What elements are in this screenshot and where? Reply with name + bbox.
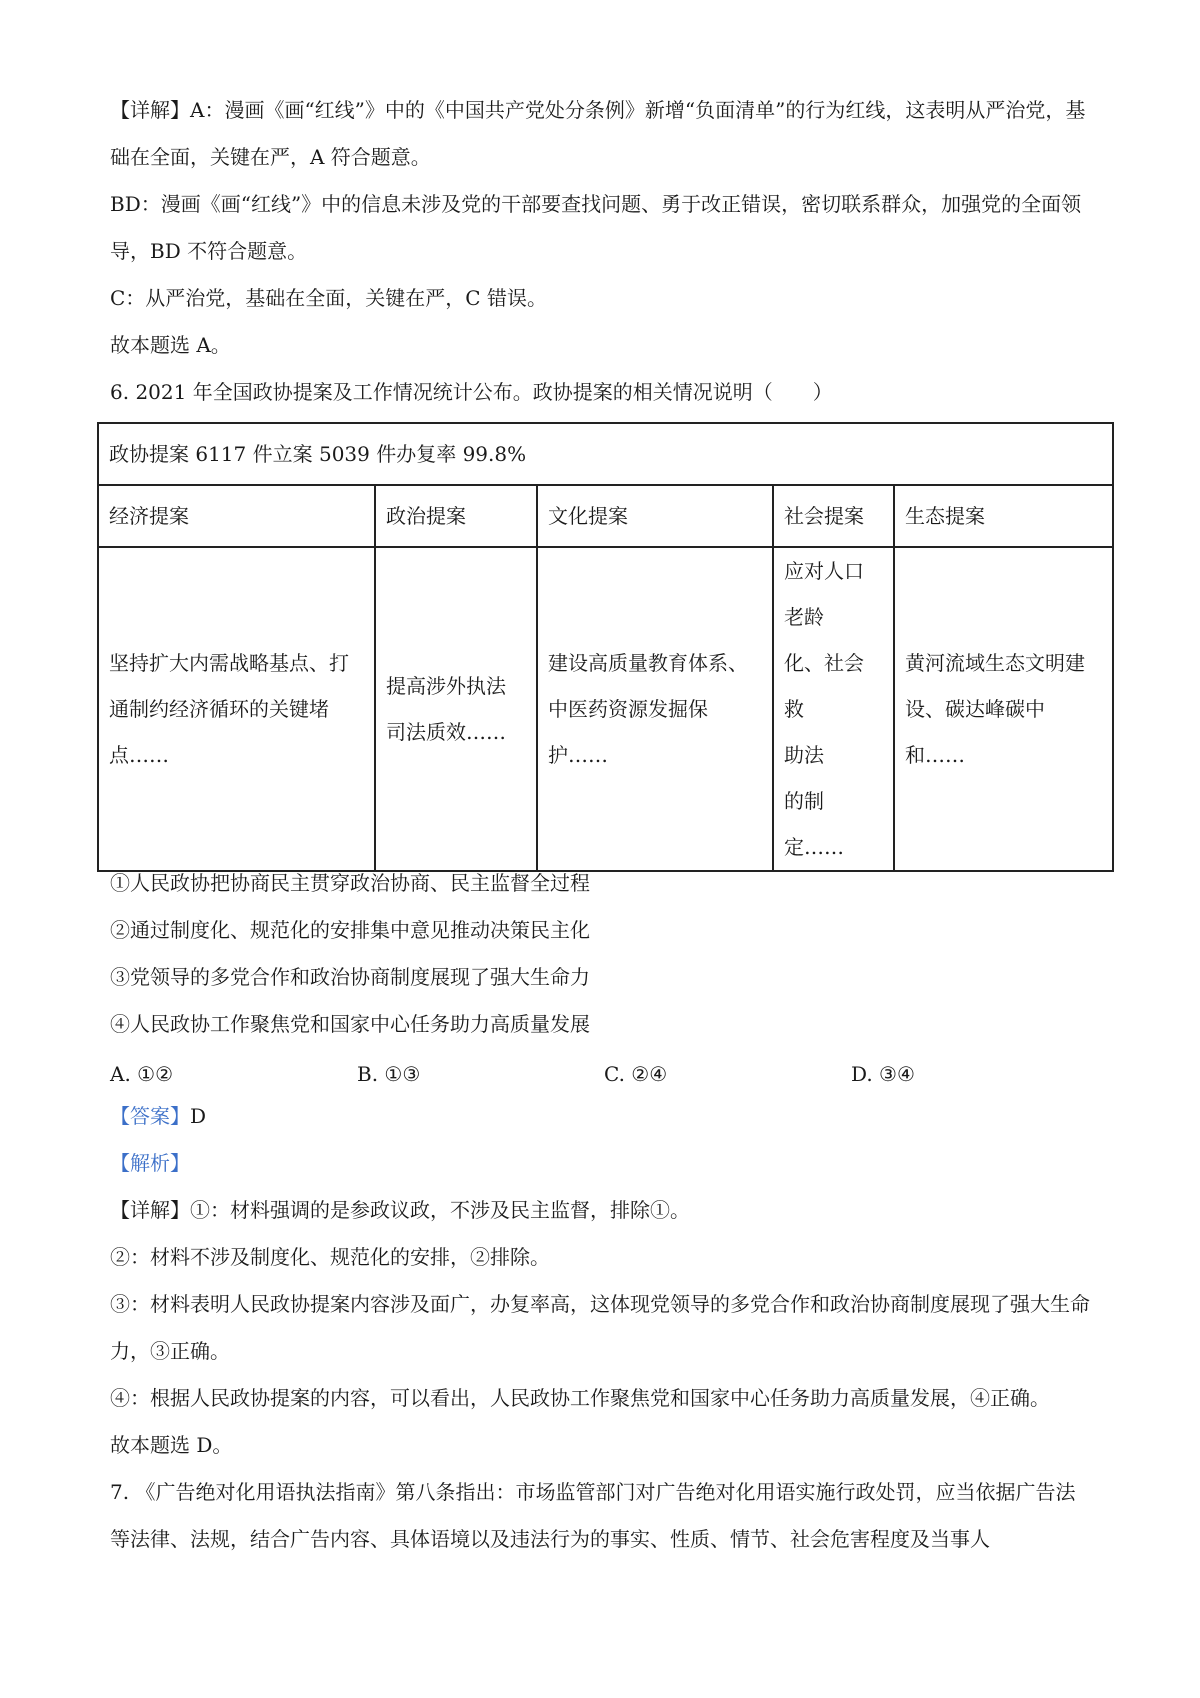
q6-conclusion: 故本题选 D。 (110, 1433, 233, 1457)
header-political: 政治提案 (375, 485, 537, 547)
header-ecological: 生态提案 (894, 485, 1113, 547)
q6-detail-3: ③：材料表明人民政协提案内容涉及面广，办复率高，这体现党领导的多党合作和政治协商制度展现了强大生命力，③正确。 (110, 1292, 1090, 1363)
analysis-tag: 【解析】 (110, 1151, 190, 1175)
header-social: 社会提案 (773, 485, 894, 547)
cell-line: 助法 (784, 743, 824, 767)
cell-line: 和…… (905, 743, 965, 767)
option-a: A. ①② (110, 1062, 174, 1086)
answer-tag: 【答案】 (110, 1104, 190, 1128)
cell-line: 护…… (548, 743, 608, 767)
proposal-table (97, 422, 1114, 872)
statement-2: ②通过制度化、规范化的安排集中意见推动决策民主化 (110, 918, 590, 942)
cell-line: 老龄 (784, 605, 824, 629)
q6-detail-2: ②：材料不涉及制度化、规范化的安排，②排除。 (110, 1245, 550, 1269)
option-c: C. ②④ (604, 1062, 668, 1086)
table-summary: 政协提案 6117 件立案 5039 件办复率 99.8% (98, 423, 1113, 485)
q5-detail-c: C：从严治党，基础在全面，关键在严，C 错误。 (110, 286, 547, 310)
cell-line: 的制 (784, 789, 824, 813)
cell-economic (98, 547, 375, 871)
cell-line: 黄河流域生态文明建 (905, 651, 1085, 675)
cell-line: 点…… (109, 743, 169, 767)
q5-detail-a: 【详解】A：漫画《画“红线”》中的《中国共产党处分条例》新增“负面清单”的行为红线，这表明从严治党，基础在全面，关键在严，A 符合题意。 (110, 98, 1086, 169)
header-cultural: 文化提案 (537, 485, 773, 547)
answer-options (110, 1054, 1095, 1094)
answer-line (110, 1093, 1095, 1140)
cell-ecological (894, 547, 1113, 871)
cell-line: 提高涉外执法 (386, 674, 506, 698)
q5-conclusion: 故本题选 A。 (110, 333, 231, 357)
statement-1: ①人民政协把协商民主贯穿政治协商、民主监督全过程 (110, 871, 590, 895)
cell-cultural (537, 547, 773, 871)
statement-3: ③党领导的多党合作和政治协商制度展现了强大生命力 (110, 965, 590, 989)
cell-political (375, 547, 537, 871)
cell-line: 设、碳达峰碳中 (905, 697, 1045, 721)
cell-line: 司法质效…… (386, 720, 506, 744)
q6-stem: 6. 2021 年全国政协提案及工作情况统计公布。政协提案的相关情况说明（ ） (110, 380, 833, 404)
statement-4: ④人民政协工作聚焦党和国家中心任务助力高质量发展 (110, 1012, 590, 1036)
cell-line: 定…… (784, 835, 844, 859)
q7-stem: 7. 《广告绝对化用语执法指南》第八条指出：市场监管部门对广告绝对化用语实施行政处罚，应当依据广告法等法律、法规，结合广告内容、具体语境以及违法行为的事实、性质、情节、社会危害程度及当事人 (110, 1480, 1076, 1551)
cell-line: 通制约经济循环的关键堵 (109, 697, 329, 721)
answer-value: D (190, 1104, 207, 1128)
cell-social (773, 547, 894, 871)
cell-line: 建设高质量教育体系、 (548, 651, 748, 675)
q6-detail-1: 【详解】①：材料强调的是参政议政，不涉及民主监督，排除①。 (110, 1198, 690, 1222)
cell-line: 坚持扩大内需战略基点、打 (109, 651, 349, 675)
q6-detail-4: ④：根据人民政协提案的内容，可以看出，人民政协工作聚焦党和国家中心任务助力高质量发展，④正确。 (110, 1386, 1050, 1410)
cell-line: 中医药资源发掘保 (548, 697, 708, 721)
cell-line: 应对人口 (784, 559, 864, 583)
header-economic: 经济提案 (98, 485, 375, 547)
cell-line: 化、社会救 (784, 651, 864, 721)
q5-detail-bd: BD：漫画《画“红线”》中的信息未涉及党的干部要查找问题、勇于改正错误，密切联系群众，加强党的全面领导，BD 不符合题意。 (110, 192, 1082, 263)
option-b: B. ①③ (357, 1062, 421, 1086)
option-d: D. ③④ (851, 1062, 915, 1086)
